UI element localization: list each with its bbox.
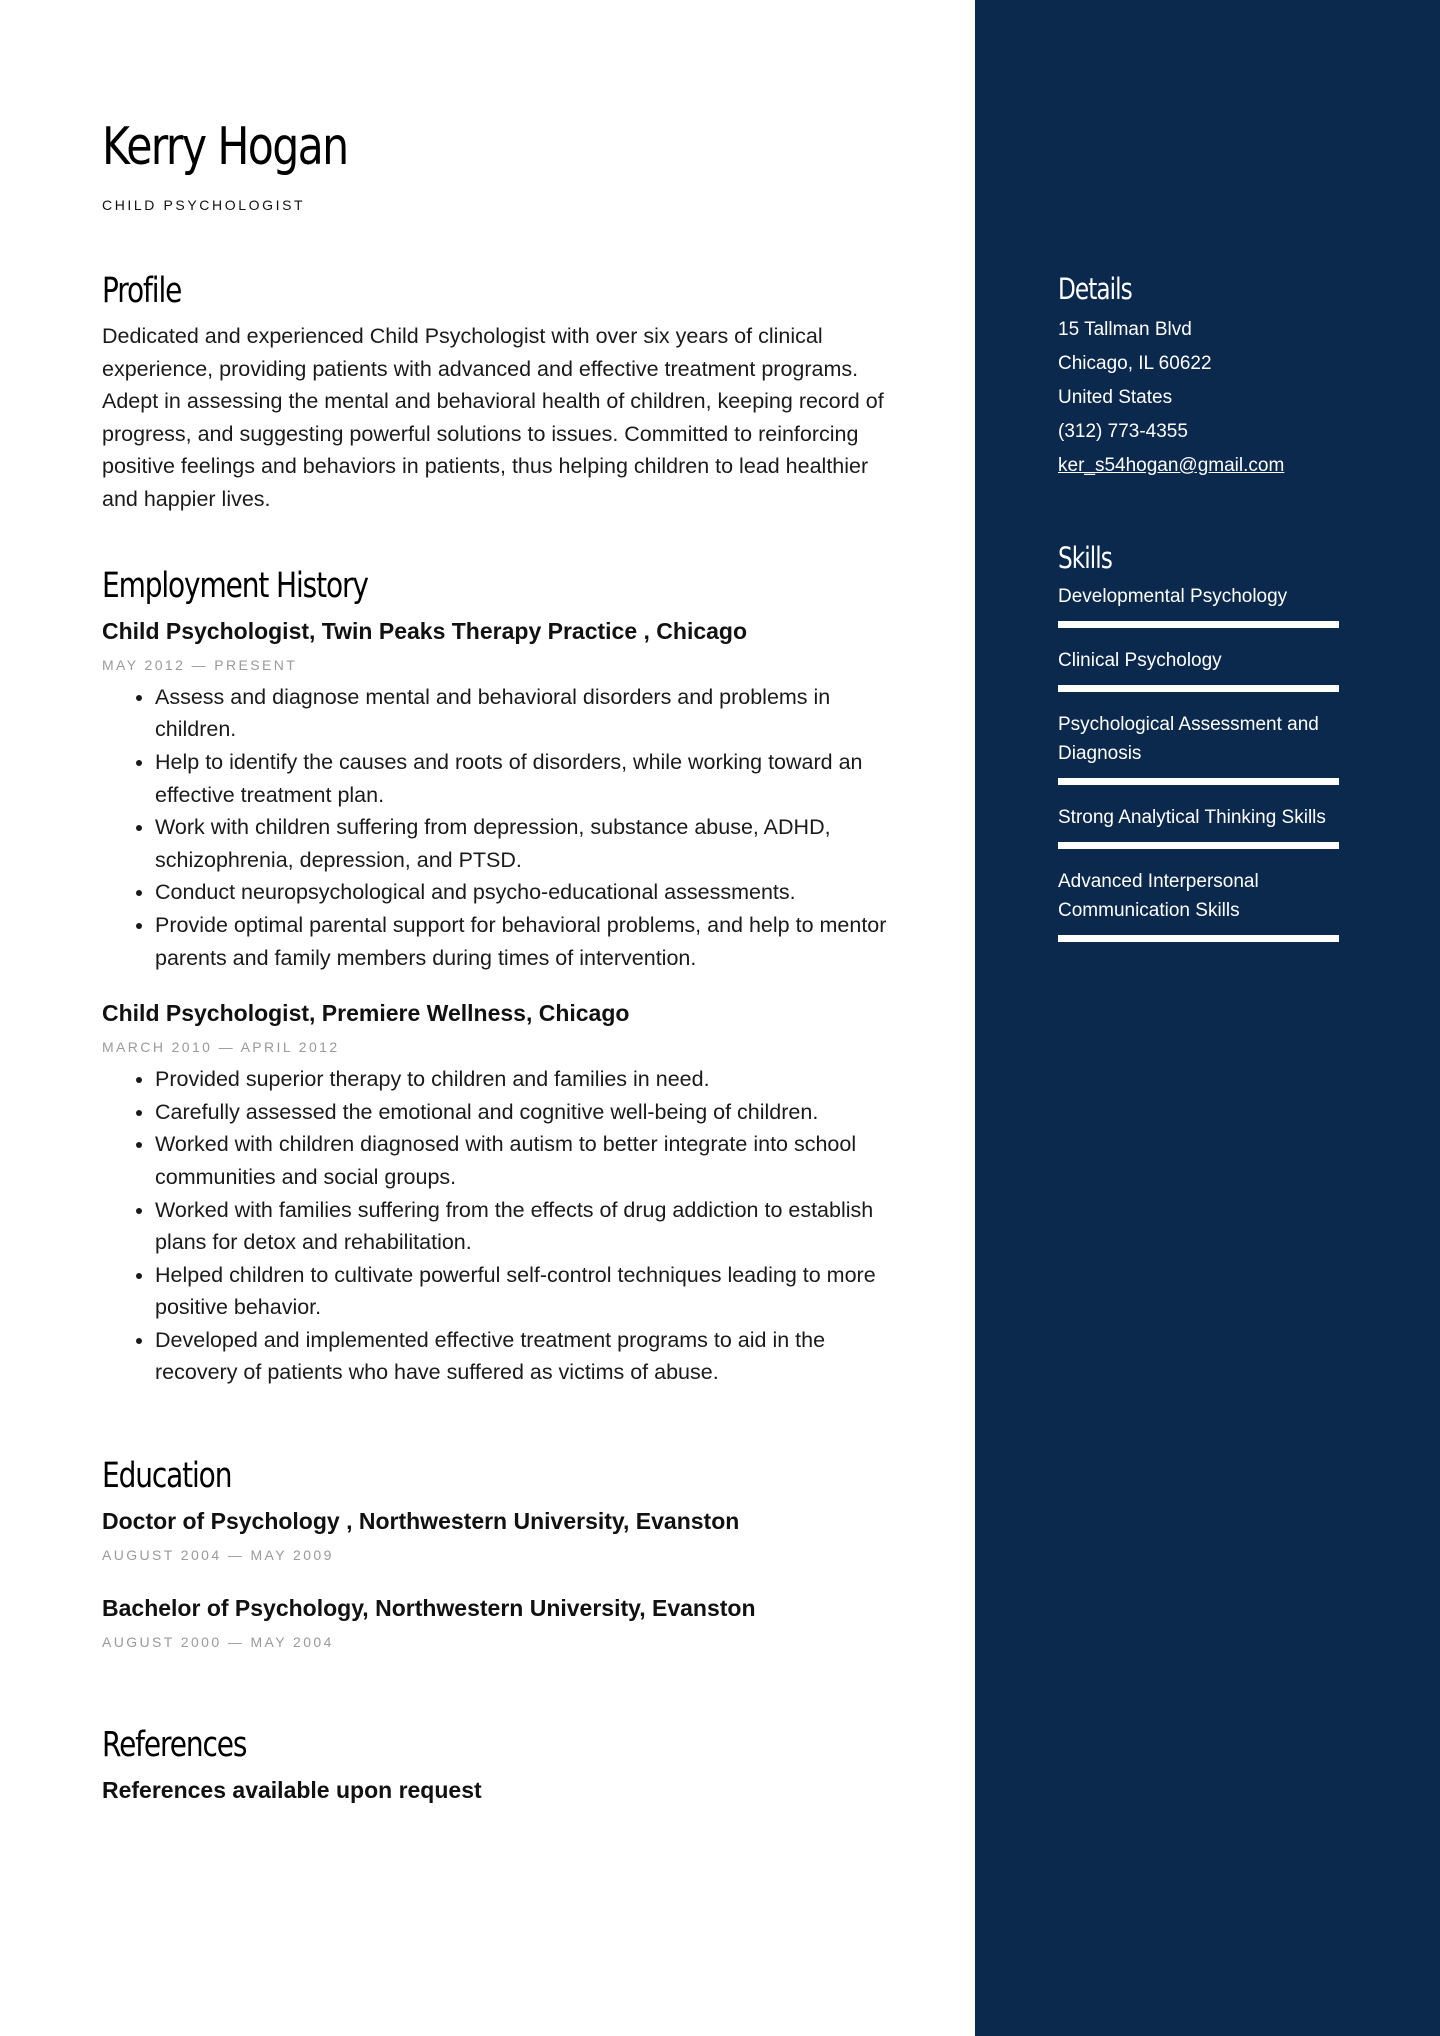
- candidate-title: CHILD PSYCHOLOGIST: [102, 197, 306, 213]
- skill-item: [1058, 803, 1339, 849]
- job-title: Child Psychologist, Premiere Wellness, Chicago: [102, 1000, 630, 1027]
- education-section: [102, 1455, 902, 1650]
- details-section: [1058, 272, 1358, 483]
- country: United States: [1058, 386, 1173, 408]
- job-bullet-list: [102, 681, 902, 974]
- list-item: • Helped children to cultivate powerful self-control techniques leading to more positive behavior.: [155, 1259, 902, 1324]
- education-entry: [102, 1594, 902, 1650]
- skill-label: Psychological Assessment and Diagnosis: [1058, 713, 1319, 764]
- profile-heading: Profile: [102, 271, 182, 311]
- skill-label: Developmental Psychology: [1058, 585, 1288, 607]
- skill-level-bar: [1058, 842, 1339, 849]
- job-entry: [102, 999, 902, 1389]
- degree-title: Doctor of Psychology , Northwestern University, Evanston: [102, 1508, 740, 1534]
- skill-item: [1058, 867, 1339, 942]
- list-item: • Worked with families suffering from the effects of drug addiction to establish plans for detox and rehabilitation.: [155, 1194, 902, 1259]
- list-item: • Conduct neuropsychological and psycho-educational assessments.: [155, 876, 902, 909]
- skill-label: Advanced Interpersonal Communication Skills: [1058, 870, 1259, 921]
- candidate-name: Kerry Hogan: [102, 117, 348, 177]
- job-bullet-list: [102, 1063, 902, 1389]
- skills-section: [1058, 541, 1358, 960]
- profile-section: [102, 270, 902, 515]
- degree-dates: AUGUST 2000 — MAY 2004: [102, 1633, 334, 1650]
- skill-item: [1058, 710, 1339, 785]
- job-dates: MARCH 2010 — APRIL 2012: [102, 1039, 340, 1056]
- references-text: References available upon request: [102, 1777, 482, 1803]
- list-item: • Assess and diagnose mental and behavioral disorders and problems in children.: [155, 681, 902, 746]
- profile-text: Dedicated and experienced Child Psychologist with over six years of clinical experience, providing patients with advanced and effective treatment programs. Adept in assessing the mental and behavioral health of children, keeping record of progress, and suggesting powerful solutions to issues. Committed to reinforcing positive feelings and behaviors in patients, thus helping children to lead healthier and happier lives.: [102, 324, 884, 511]
- skill-level-bar: [1058, 685, 1339, 692]
- list-item: • Help to identify the causes and roots of disorders, while working toward an effective treatment plan.: [155, 746, 902, 811]
- degree-title: Bachelor of Psychology, Northwestern University, Evanston: [102, 1594, 756, 1621]
- skill-label: Clinical Psychology: [1058, 649, 1222, 671]
- details-heading: Details: [1058, 272, 1132, 306]
- references-heading: References: [102, 1725, 247, 1765]
- skill-item: [1058, 582, 1339, 628]
- skill-level-bar: [1058, 621, 1339, 628]
- job-dates: MAY 2012 — PRESENT: [102, 656, 298, 673]
- education-entry: [102, 1507, 902, 1563]
- skills-heading: Skills: [1058, 541, 1112, 575]
- employment-heading: Employment History: [102, 566, 368, 606]
- list-item: • Developed and implemented effective treatment programs to aid in the recovery of patients who have suffered as victims of abuse.: [155, 1324, 902, 1389]
- employment-section: [102, 565, 902, 1389]
- skill-item: [1058, 646, 1339, 692]
- address-line-1: 15 Tallman Blvd: [1058, 318, 1192, 340]
- job-title: Child Psychologist, Twin Peaks Therapy Practice , Chicago: [102, 618, 748, 644]
- phone-number: (312) 773-4355: [1058, 420, 1188, 442]
- address-line-2: Chicago, IL 60622: [1058, 352, 1212, 374]
- skill-level-bar: [1058, 778, 1339, 785]
- list-item: • Carefully assessed the emotional and cognitive well-being of children.: [155, 1096, 902, 1129]
- list-item: • Provide optimal parental support for behavioral problems, and help to mentor parents and family members during times of intervention.: [155, 909, 902, 974]
- references-section: [102, 1724, 902, 1806]
- skill-label: Strong Analytical Thinking Skills: [1058, 806, 1326, 828]
- education-heading: Education: [102, 1456, 232, 1496]
- email-link[interactable]: ker_s54hogan@gmail.com: [1058, 454, 1285, 476]
- list-item: • Provided superior therapy to children and families in need.: [155, 1063, 902, 1096]
- list-item: • Work with children suffering from depression, substance abuse, ADHD, schizophrenia, depression, and PTSD.: [155, 811, 902, 876]
- skill-level-bar: [1058, 935, 1339, 942]
- degree-dates: AUGUST 2004 — MAY 2009: [102, 1546, 334, 1563]
- job-entry: [102, 617, 902, 974]
- list-item: • Worked with children diagnosed with autism to better integrate into school communities and social groups.: [155, 1128, 902, 1193]
